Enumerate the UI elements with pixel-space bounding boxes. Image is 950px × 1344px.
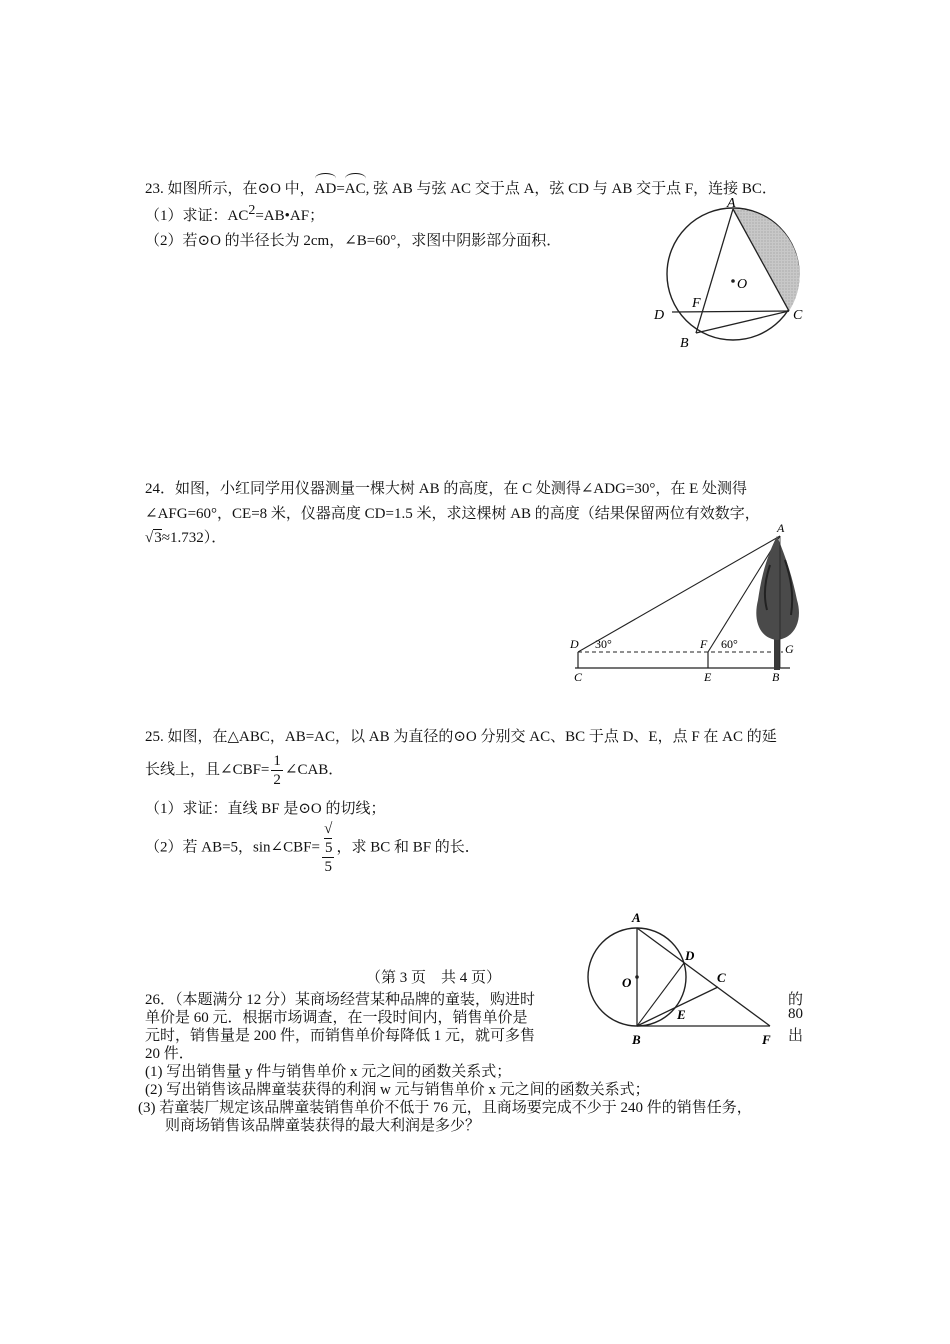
q26-line1: 26．（本题满分 12 分）某商场经营某种品牌的童装，购进时	[145, 992, 536, 1008]
arc-ad: AD	[315, 178, 337, 198]
q25-label-e: E	[677, 1007, 686, 1022]
q25-part2: （2）若 AB=5，sin∠CBF= √ 5 5 ，求 BC 和 BF 的长．	[145, 821, 480, 875]
q26-item3-cont: 则商场销售该品牌童装获得的最大利润是多少？	[165, 1118, 481, 1134]
q24-angle-30: 30°	[595, 637, 612, 651]
q26-line2: 单价是 60 元．根据市场调查，在一段时间内，销售单价是	[145, 1010, 528, 1026]
q25-label-o: O	[622, 975, 632, 990]
q25-part1: （1）求证：直线 BF 是⊙O 的切线；	[145, 801, 386, 817]
q25-label-c: C	[717, 970, 726, 985]
q23-figure	[650, 195, 820, 355]
q23-label-a: A	[727, 196, 736, 211]
q24-label-a: A	[777, 521, 785, 535]
q24-line2: ∠AFG=60°，CE=8 米，仪器高度 CD=1.5 米，求这棵树 AB 的高度（结果保留两位有效数字，	[145, 506, 760, 522]
q26-line4: 20 件．	[145, 1046, 194, 1062]
q26-item2: (2) 写出销售该品牌童装获得的利润 w 元与销售单价 x 元之间的函数关系式；	[145, 1082, 650, 1098]
q24-label-f: F	[700, 637, 708, 651]
q23-label-o: O	[737, 277, 748, 292]
arc-ac: AC	[345, 178, 366, 198]
q24-label-b: B	[772, 670, 780, 684]
q24-label-c: C	[574, 670, 583, 684]
q23-chord-bc	[696, 311, 789, 333]
q26-line3: 元时，销售量是 200 件，而销售单价每降低 1 元，就可多售	[145, 1028, 536, 1044]
q25-label-b: B	[632, 1032, 641, 1047]
q23-label-c: C	[793, 308, 803, 323]
q26-line2-tail: 80	[788, 1006, 803, 1022]
q24-label-g: G	[785, 642, 794, 656]
q25-line2: 长线上，且∠CBF= $\frac{1}{2}$ ∠CAB．	[145, 753, 344, 788]
q26-line1-tail: 的	[788, 992, 804, 1008]
q25-label-a: A	[632, 910, 641, 925]
q24-line1: 24．如图，小红同学用仪器测量一棵大树 AB 的高度，在 C 处测得∠ADG=30°，在 E 处测得	[145, 481, 748, 497]
q25-label-f: F	[762, 1032, 771, 1047]
q24-line-da	[578, 536, 780, 652]
q26-item1: (1) 写出销售量 y 件与销售单价 x 元之间的函数关系式；	[145, 1064, 512, 1080]
q23-chord-dc	[672, 311, 789, 312]
q24-label-d: D	[570, 637, 579, 651]
q25-label-d: D	[685, 948, 695, 963]
q23-part1: （1）求证：$AC^2=AB•AF$；	[145, 203, 325, 224]
q23-shaded-segment	[733, 209, 800, 311]
q23-line1: 23. 如图所示，在⊙O 中，AD=AC, 弦 AB 与弦 AC 交于点 A，弦 CD 与 AB 交于点 F，连接 BC．	[145, 177, 777, 198]
q25-line1: 25. 如图，在△ABC，AB=AC，以 AB 为直径的⊙O 分别交 AC、BC 于点 D、E，点 F 在 AC 的延	[145, 729, 777, 745]
q25-center-dot	[635, 975, 639, 979]
q26-item3: (3) 若童装厂规定该品牌童装销售单价不低于 76 元，且商场要完成不少于 240 件的销售任务，	[138, 1100, 752, 1116]
q23-part2: （2）若⊙O 的半径长为 2cm，∠B=60°，求图中阴影部分面积．	[145, 233, 562, 249]
q24-line3: √3≈1.732）．	[145, 530, 227, 546]
q25-figure	[580, 905, 790, 1055]
q24-label-e: E	[704, 670, 712, 684]
q25-line-af	[637, 928, 770, 1026]
q23-label-f: F	[692, 296, 701, 311]
q26-line3-tail: 出	[788, 1028, 804, 1044]
page-footer: （第 3 页 共 4 页）	[366, 970, 502, 986]
q23-center-dot	[731, 279, 735, 283]
q24-figure	[565, 520, 810, 685]
fraction-root5-over-5: √ 5 5	[322, 820, 335, 876]
q23-label-b: B	[680, 336, 689, 351]
q24-angle-60: 60°	[721, 637, 738, 651]
q23-label-d: D	[654, 308, 665, 323]
q23-chord-ab	[696, 209, 733, 333]
fraction-one-half: $\frac{1}{2}$	[273, 753, 281, 788]
